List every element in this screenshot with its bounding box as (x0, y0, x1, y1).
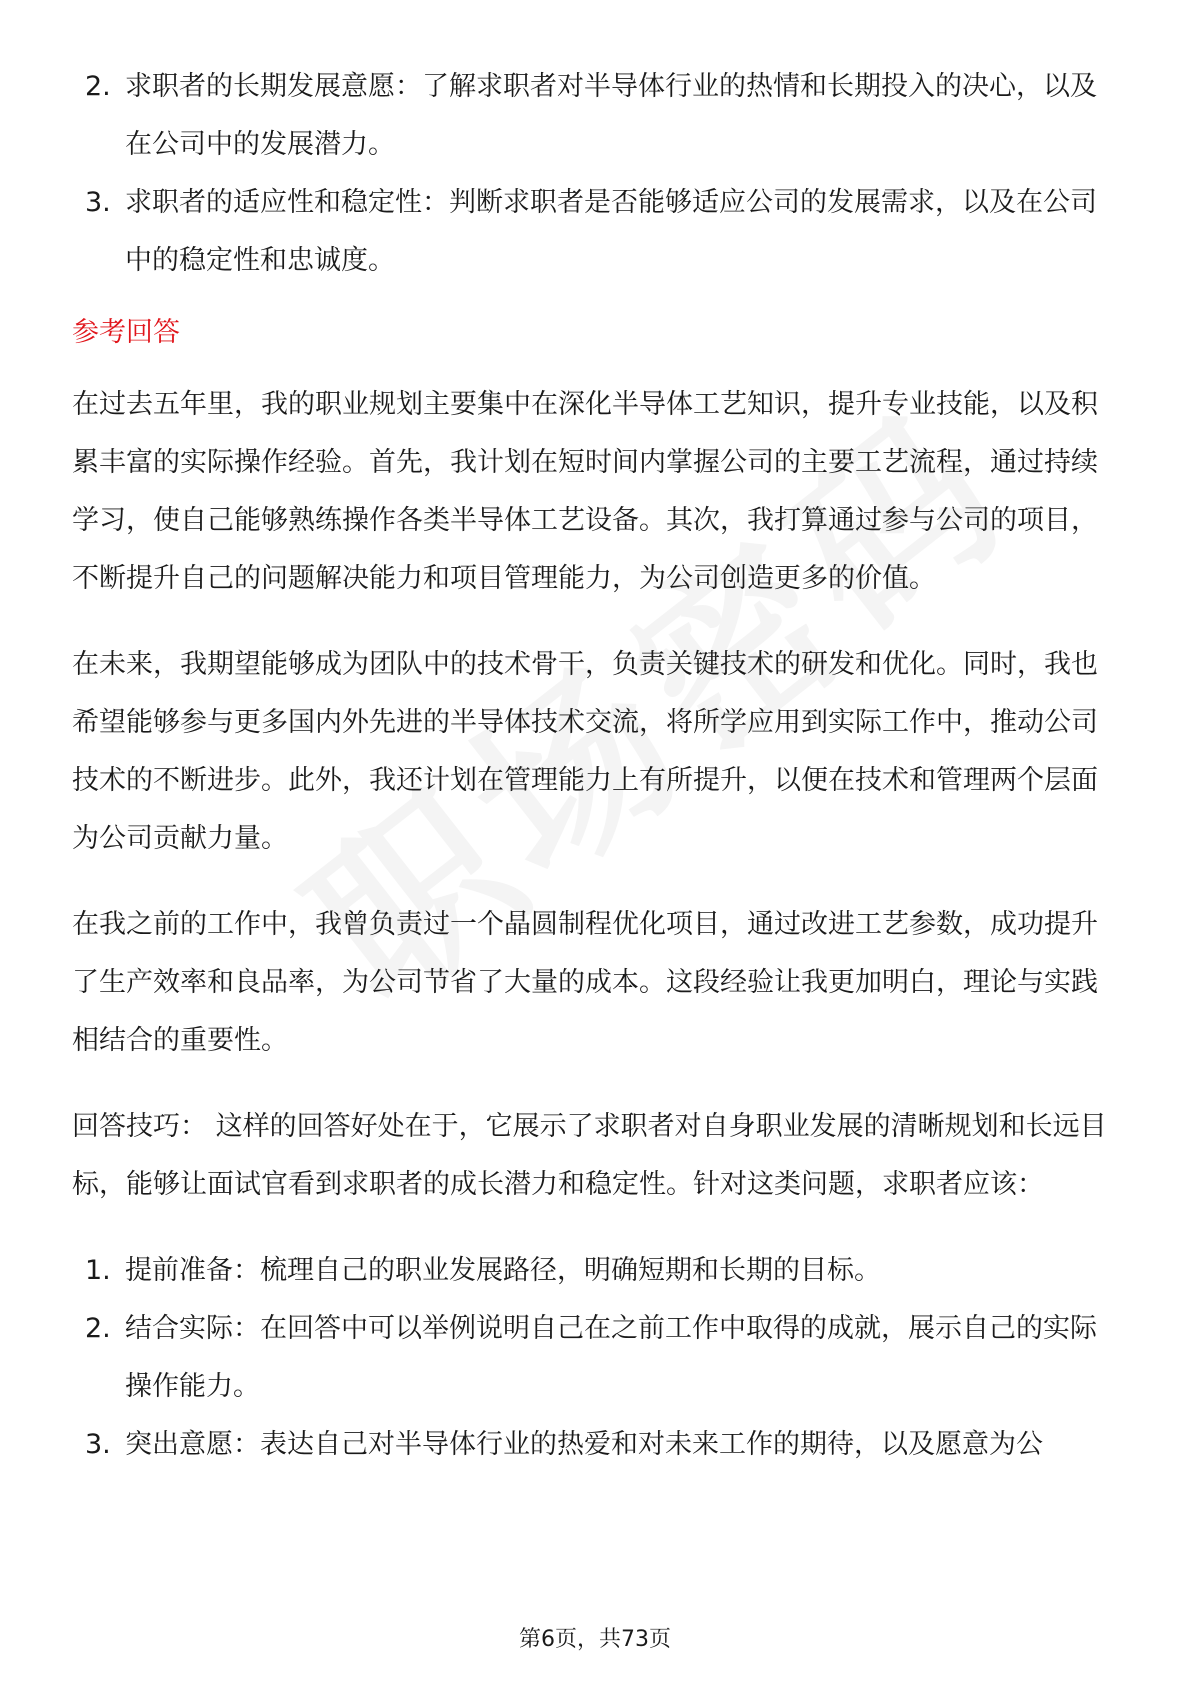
list-text: 求职者的适应性和稳定性：判断求职者是否能够适应公司的发展需求，以及在公司中的稳定性和忠诚度。 (125, 187, 1097, 276)
list-number: 1. (85, 1255, 111, 1286)
tips-intro-paragraph: 回答技巧： 这样的回答好处在于，它展示了求职者对自身职业发展的清晰规划和长远目标，能够让面试官看到求职者的成长潜力和稳定性。针对这类问题，求职者应该： (72, 1111, 1107, 1200)
list-text: 结合实际：在回答中可以举例说明自己在之前工作中取得的成就，展示自己的实际操作能力。 (125, 1313, 1097, 1402)
list-number: 2. (85, 1313, 111, 1344)
list-number: 3. (85, 1429, 111, 1460)
criteria-list (72, 58, 1122, 290)
list-text: 提前准备：梳理自己的职业发展路径，明确短期和长期的目标。 (125, 1255, 881, 1286)
section-heading: 参考回答 (72, 317, 180, 348)
list-item (72, 1416, 1122, 1474)
list-item (72, 1300, 1122, 1416)
list-text: 求职者的长期发展意愿：了解求职者对半导体行业的热情和长期投入的决心，以及在公司中的发展潜力。 (125, 71, 1097, 160)
list-item (72, 58, 1122, 174)
answer-paragraph: 在我之前的工作中，我曾负责过一个晶圆制程优化项目，通过改进工艺参数，成功提升了生产效率和良品率，为公司节省了大量的成本。这段经验让我更加明白，理论与实践相结合的重要性。 (72, 909, 1098, 1056)
page-content (72, 58, 1122, 1474)
page-number-footer: 第6页，共73页 (519, 1627, 671, 1652)
list-number: 3. (85, 187, 111, 218)
answer-paragraph: 在过去五年里，我的职业规划主要集中在深化半导体工艺知识，提升专业技能，以及积累丰富的实际操作经验。首先，我计划在短时间内掌握公司的主要工艺流程，通过持续学习，使自己能够熟练操作各类半导体工艺设备。其次，我打算通过参与公司的项目，不断提升自己的问题解决能力和项目管理能力，为公司创造更多的价值。 (72, 389, 1098, 594)
list-item (72, 174, 1122, 290)
list-number: 2. (85, 71, 111, 102)
list-item (72, 1242, 1122, 1300)
list-text: 突出意愿：表达自己对半导体行业的热爱和对未来工作的期待，以及愿意为公 (125, 1429, 1043, 1460)
answer-paragraph: 在未来，我期望能够成为团队中的技术骨干，负责关键技术的研发和优化。同时，我也希望能够参与更多国内外先进的半导体技术交流，将所学应用到实际工作中，推动公司技术的不断进步。此外，我还计划在管理能力上有所提升，以便在技术和管理两个层面为公司贡献力量。 (72, 649, 1098, 854)
tips-list (72, 1242, 1122, 1474)
